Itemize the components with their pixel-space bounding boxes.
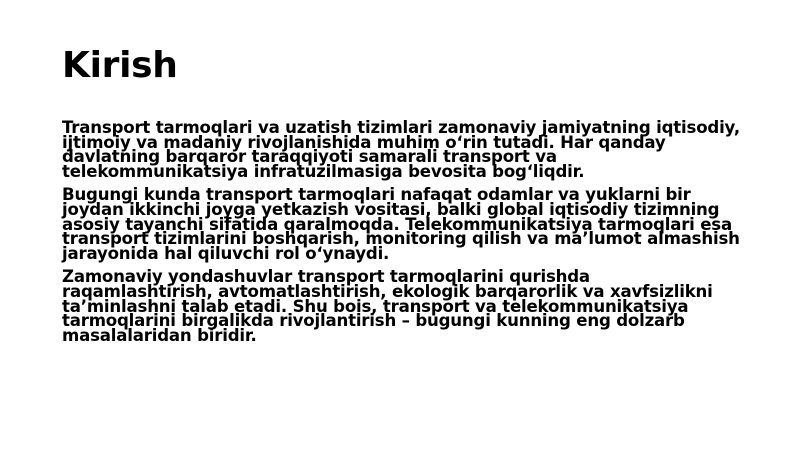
slide-title: Kirish [62, 45, 178, 86]
paragraph-1: Transport tarmoqlari va uzatish tizimlari zamonaviy jamiyatning iqtisodiy, ijtimoiy va madaniy rivojlanishida muhim o‘rin tutadi. Har qanday davlatning barqaror taraqqiyoti samarali transport va telekommunikatsiya infratuzilmasiga bevosita bog‘liqdir. [62, 118, 740, 181]
slide-body [62, 118, 742, 352]
paragraph-3: Zamonaviy yondashuvlar transport tarmoqlarini qurishda raqamlashtirish, avtomatlashtirish, ekologik barqarorlik va xavfsizlikni ta’minlashni talab etadi. Shu bois, transport va telekommunikatsiya tarmoqlarini birgalikda rivojlantirish – bugungi kunning eng dolzarb masalalaridan biridir. [62, 267, 713, 345]
paragraph-2: Bugungi kunda transport tarmoqlari nafaqat odamlar va yuklarni bir joydan ikkinchi joyga yetkazish vositasi, balki global iqtisodiy tizimning asosiy tayanchi sifatida qaralmoqda. Telekommunikatsiya tarmoqlari esa transport tizimlarini boshqarish, monitoring qilish va ma’lumot almashish jarayonida hal qiluvchi rol o‘ynaydi. [62, 185, 740, 263]
